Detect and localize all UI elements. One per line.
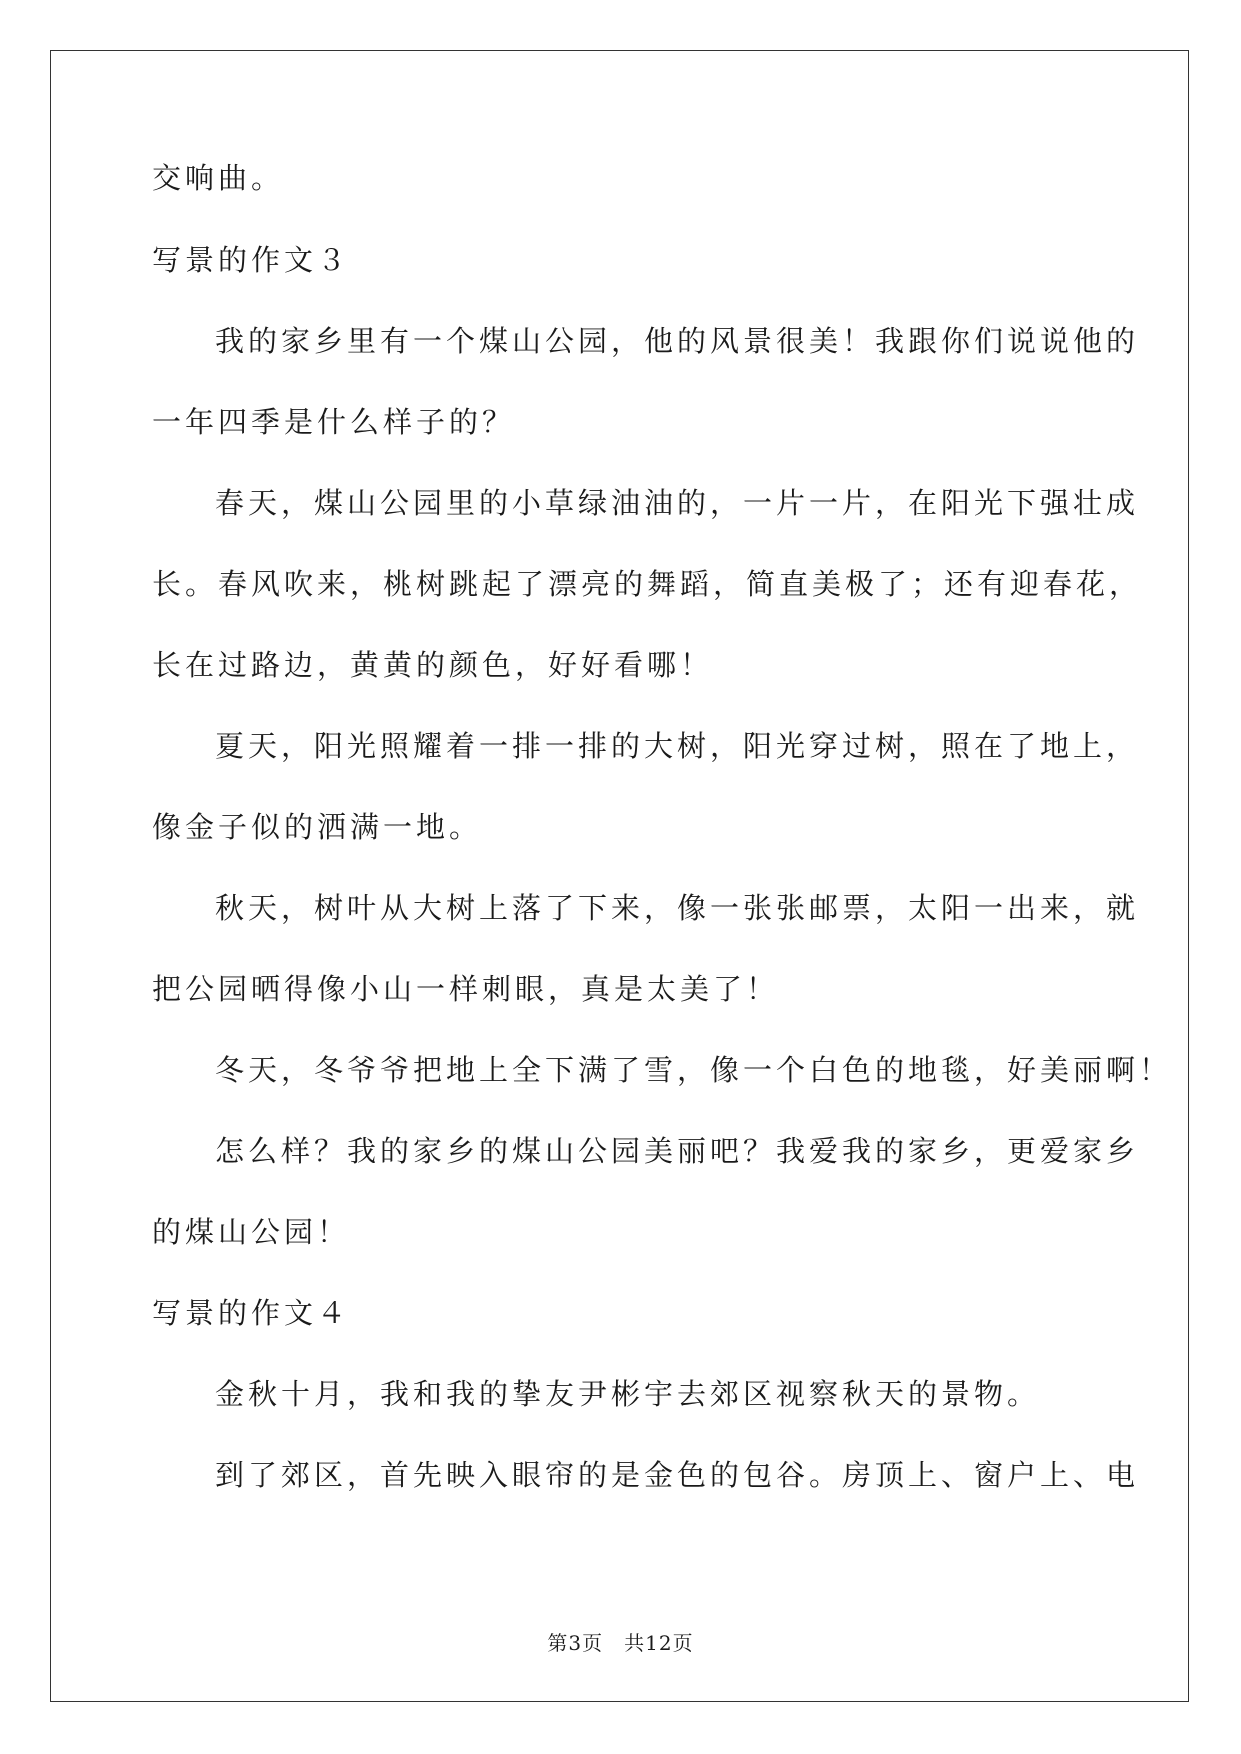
page-number: 第3页 共12页 (547, 1631, 694, 1655)
paragraph-line: 夏天，阳光照耀着一排一排的大树，阳光穿过树，照在了地上， (215, 729, 1140, 763)
text-line: 像金子似的洒满一地。 (152, 810, 483, 844)
paragraph-line: 秋天，树叶从大树上落了下来，像一张张邮票，太阳一出来，就 (215, 891, 1140, 925)
paragraph-line: 到了郊区，首先映入眼帘的是金色的包谷。房顶上、窗户上、电 (215, 1458, 1140, 1492)
section-heading: 写景的作文４ (152, 1296, 351, 1330)
text-line: 的煤山公园！ (152, 1215, 351, 1249)
paragraph-line: 春天，煤山公园里的小草绿油油的，一片一片，在阳光下强壮成 (215, 486, 1140, 520)
text-line: 长。春风吹来，桃树跳起了漂亮的舞蹈，简直美极了；还有迎春花， (152, 567, 1143, 601)
text-line: 一年四季是什么样子的？ (152, 405, 516, 439)
paragraph-line: 我的家乡里有一个煤山公园，他的风景很美！我跟你们说说他的 (215, 324, 1140, 358)
section-heading: 写景的作文３ (152, 243, 351, 277)
paragraph-line: 怎么样？我的家乡的煤山公园美丽吧？我爱我的家乡，更爱家乡 (215, 1134, 1140, 1168)
text-line: 长在过路边，黄黄的颜色，好好看哪！ (152, 648, 714, 682)
document-body (152, 158, 1173, 1536)
paragraph-line: 金秋十月，我和我的挚友尹彬宇去郊区视察秋天的景物。 (215, 1377, 1041, 1411)
paragraph-line: 冬天，冬爷爷把地上全下满了雪，像一个白色的地毯，好美丽啊！ (215, 1053, 1173, 1087)
text-line: 交响曲。 (152, 161, 285, 195)
text-line: 把公园晒得像小山一样刺眼，真是太美了！ (152, 972, 780, 1006)
